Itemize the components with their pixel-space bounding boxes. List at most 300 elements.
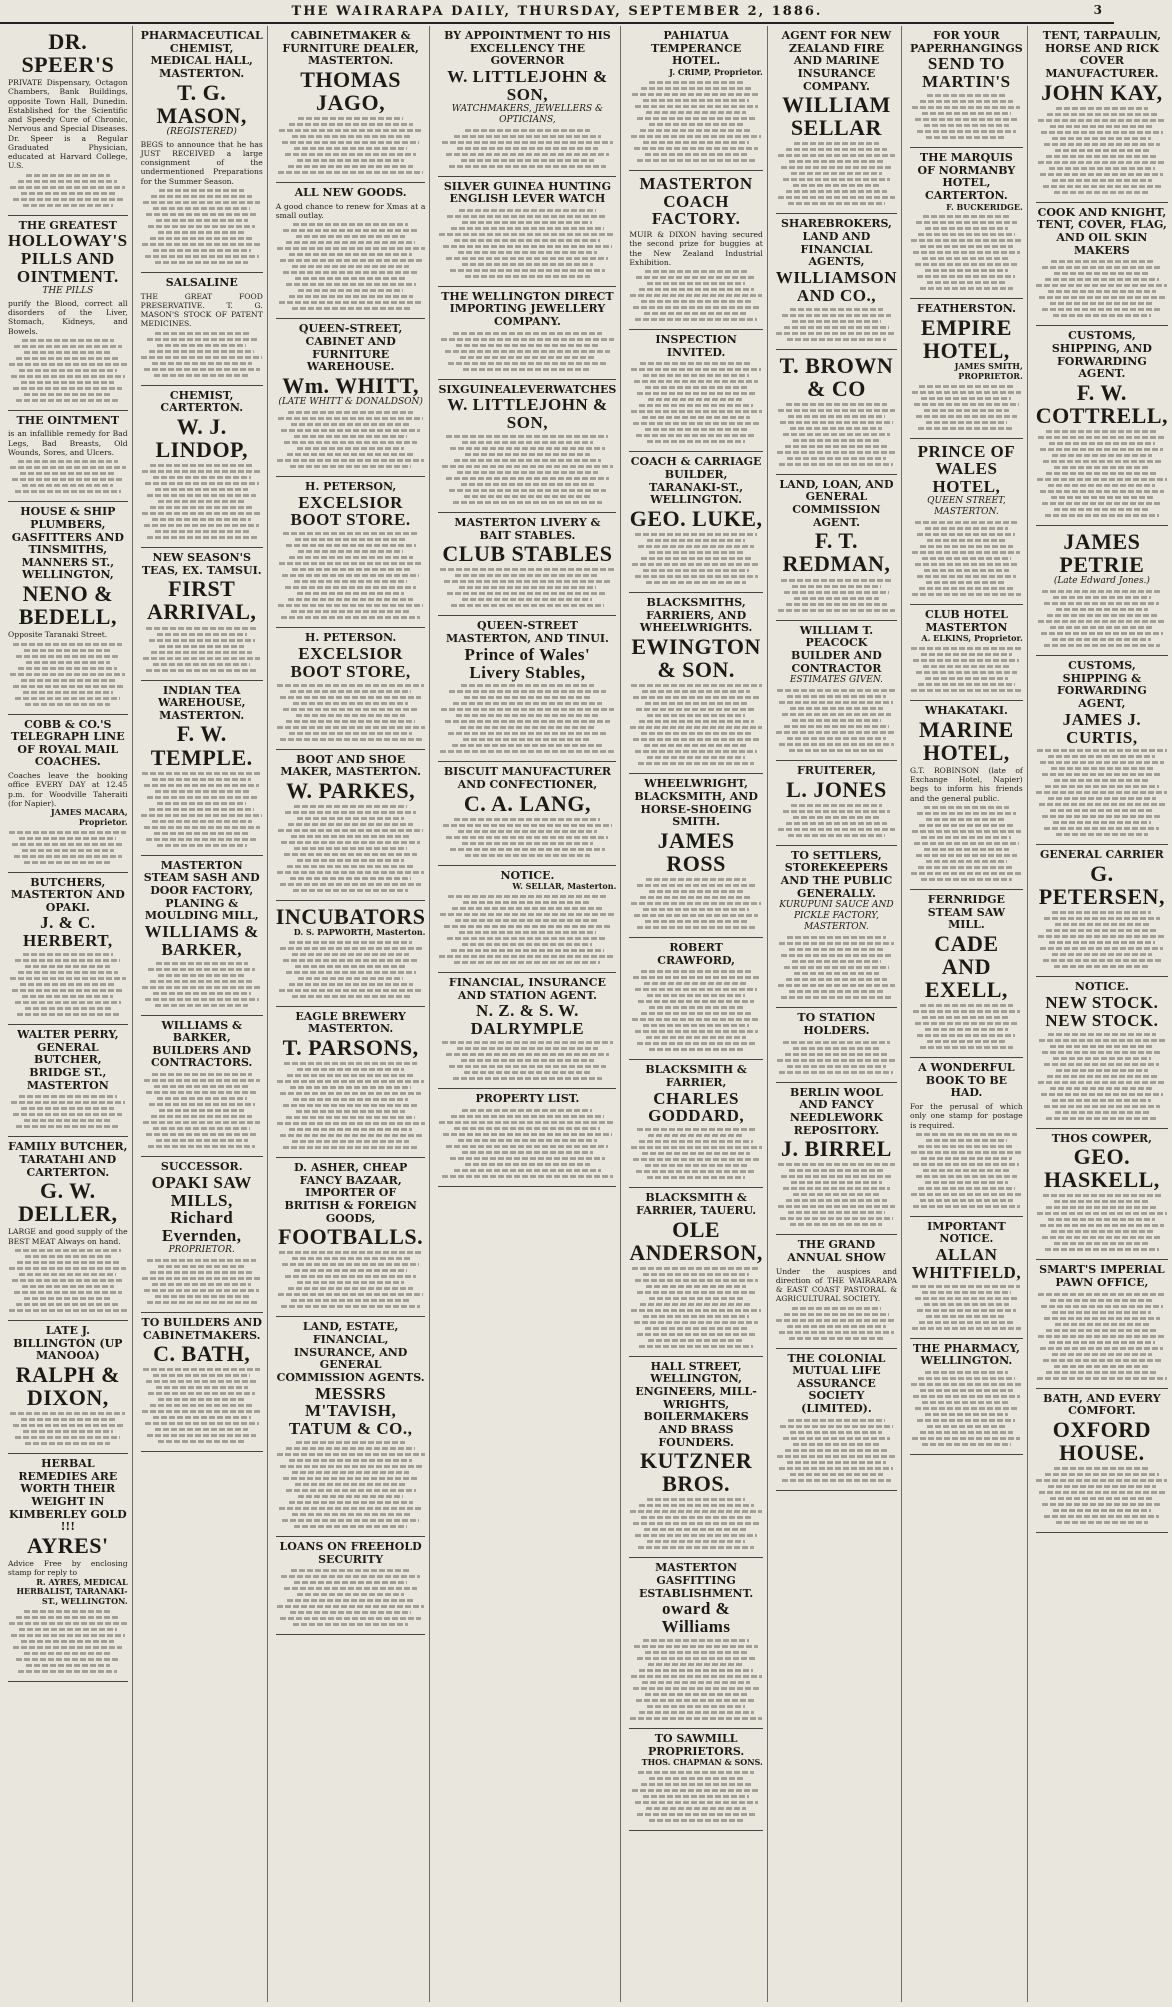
advertisement [276,1007,426,1158]
ad-h1: AYRES' [26,1532,109,1558]
ad-h2: GENERAL CARRIER [1040,848,1164,862]
ad-h2: WHAKATAKI. [924,704,1008,718]
ad-h1: MESSRS M'TAVISH, TATUM & CO., [288,1383,413,1439]
ad-h2: NEW SEASON'S TEAS, EX. TAMSUI. [141,551,262,577]
advertisement [629,26,762,171]
ad-h1: F. T. REDMAN, [782,528,891,577]
body-text [276,941,426,998]
ad-body: THE GREAT FOOD PRESERVATIVE. T. G. MASON'S STOCK OF PATENT MEDICINES. [140,291,263,329]
advertisement [1036,1129,1168,1261]
ad-h2: BATH, AND EVERY COMFORT. [1043,1391,1161,1418]
ad-h2: INDIAN TEA WAREHOUSE, MASTERTON. [157,683,246,722]
body-text [8,643,128,706]
ad-h3: QUEEN STREET, MASTERTON. [927,496,1006,518]
ad-h2: ALL NEW GOODS. [294,186,407,200]
ad-h2: THE GREATEST [18,218,117,232]
ad-h2: WHEELWRIGHT, BLACKSMITH, AND HORSE-SHOEING SMITH. [634,777,758,829]
body-text [141,189,263,264]
ad-h1: MASTERTON COACH FACTORY. [639,173,753,229]
ad-h2: LAND, LOAN, AND GENERAL COMMISSION AGENT. [779,477,894,529]
advertisement [8,411,128,502]
advertisement [629,330,762,452]
advertisement [438,973,616,1089]
body-text [276,532,426,619]
body-text [8,174,128,207]
body-text [776,936,897,999]
ad-body: Coaches leave the booking office EVERY DAY at 12.45 p.m. for Woodville Taheraiti (for Napier). [8,771,128,808]
body-text [141,464,263,539]
body-text [438,1109,616,1178]
ad-h2: FAMILY BUTCHER, TARATAHI AND CARTERTON. [8,1140,128,1179]
ad-body: PRIVATE Dispensary, Octagon Chambers, Bank Buildings, opposite Town Hall, Dunedin. Established for the Scientific and Speedy Cure of Chronic, Nervous and Special Diseases. Dr. Speer is a Regular Graduated Physician, educated at Harvard College, U.S. [8,78,128,171]
body-text [438,129,616,168]
ad-h1: OLE ANDERSON, [629,1216,763,1265]
ad-h2: CLUB HOTEL MASTERTON [924,608,1008,634]
advertisement [8,26,128,216]
ad-h2: HOUSE & SHIP PLUMBERS, GASFITTERS AND TINSMITHS, MANNERS ST., WELLINGTON, [11,505,124,582]
ad-h1: NEW STOCK. NEW STOCK. [1045,992,1159,1030]
ad-h1: F. W. TEMPLE. [150,721,253,770]
ad-h2: QUEEN-STREET, CABINET AND FURNITURE WAREHOUSE. [298,322,403,374]
ad-h1: CADE AND EXELL, [924,930,1008,1003]
body-text [8,1095,128,1128]
advertisement [629,1060,762,1188]
ad-h1: DR. SPEER'S [21,29,115,78]
column-2 [137,26,268,2002]
ad-h2: TENT, TARPAULIN, HORSE AND RICK COVER MANUFACTURER. [1042,29,1161,80]
ad-h2: THE GRAND ANNUAL SHOW [787,1238,886,1264]
body-text [8,460,128,493]
ad-h2: FERNRIDGE STEAM SAW MILL. [927,892,1006,932]
body-text [1036,107,1168,194]
ad-h1: oward & Williams [661,1599,731,1637]
advertisement [910,605,1023,701]
body-text [629,270,762,321]
advertisement [276,1537,426,1635]
advertisement [438,866,616,973]
advertisement [276,1158,426,1317]
ad-h2: FINANCIAL, INSURANCE AND STATION AGENT. [448,976,606,1002]
advertisement [276,628,426,749]
advertisement [8,502,128,714]
advertisement [276,750,426,901]
body-text [910,1133,1023,1208]
advertisement [8,1321,128,1454]
advertisement [8,1137,128,1321]
ad-h2: BLACKSMITH & FARRIER, TAUERU. [636,1191,757,1217]
body-text [438,435,616,504]
body-text [910,94,1023,139]
ad-h1: FOOTBALLS. [278,1224,424,1250]
advertisement [629,171,762,331]
ad-h2: FOR YOUR PAPERHANGINGS [910,29,1023,55]
body-text [276,1062,426,1149]
advertisement [910,439,1023,605]
page-number: 3 [1093,3,1104,17]
body-text [141,962,263,1007]
ad-h1: T. BROWN & CO [779,352,894,401]
body-text [629,684,762,765]
ad-h2: WALTER PERRY, GENERAL BUTCHER, BRIDGE ST., MASTERTON [17,1028,119,1092]
body-text [776,1419,897,1482]
advertisement [910,299,1023,438]
ad-h2: THE OINTMENT [16,413,120,427]
ad-h2: LAND, ESTATE, FINANCIAL, INSURANCE, AND GENERAL COMMISSION AGENTS. [276,1320,425,1384]
ad-h2: FRUITERER, [797,764,876,778]
body-text [1036,590,1168,647]
body-text [276,684,426,741]
body-text [438,209,616,278]
ad-h1: T. G. MASON, [156,79,247,128]
body-text [8,1412,128,1445]
body-text [1036,1293,1168,1380]
advertisement [1036,656,1168,845]
body-text [276,411,426,468]
ad-sig: JAMES MACARA, Proprietor. [50,807,128,827]
ad-h2: SALSALINE [165,275,238,289]
ad-body: is an infallible remedy for Bad Legs, Bad Breasts, Old Wounds, Sores, and Ulcers. [8,429,128,457]
advertisement [776,26,897,214]
body-text [776,142,897,205]
ad-sig: A. ELKINS, Proprietor. [921,633,1023,644]
ad-h2: CUSTOMS, SHIPPING, AND FORWARDING AGENT. [1051,329,1152,381]
ad-h3: WATCHMAKERS, JEWELLERS & OPTICIANS, [451,103,604,125]
body-text [8,831,128,864]
advertisement [910,1217,1023,1339]
ad-body: BEGS to announce that he has JUST RECEIVED a large consignment of the undermentioned Preparations for the Summer Season. [140,139,263,186]
advertisement [629,1558,762,1729]
ad-h1: G. W. DELLER, [18,1178,118,1227]
body-text [1036,749,1168,836]
ad-h2: MASTERTON STEAM SASH AND DOOR FACTORY, PLANING & MOULDING MILL, [143,858,260,923]
ad-h1: EWINGTON & SON. [631,634,761,683]
advertisement [8,1025,128,1137]
ad-h1: W. LITTLEJOHN & SON, [447,66,608,104]
body-text [8,953,128,1016]
ad-h2: MASTERTON GASFITTING ESTABLISHMENT. [639,1561,754,1600]
body-text [776,308,897,341]
column-5 [625,26,767,2002]
ad-h1: Prince of Wales' Livery Stables, [464,644,591,682]
ad-sig: JAMES SMITH, PROPRIETOR. [954,361,1023,381]
ad-h1: C. A. LANG, [463,790,591,816]
ad-sig: R. AYRES, MEDICAL HERBALIST, TARANAKI-ST., WELLINGTON. [16,1576,128,1607]
ad-h2: TO STATION HOLDERS. [797,1011,876,1037]
advertisement [141,273,263,386]
body-text [438,568,616,607]
advertisement [1036,1260,1168,1388]
body-text [1036,1467,1168,1524]
advertisement [776,475,897,621]
body-text [1036,260,1168,317]
advertisement [1036,977,1168,1128]
ad-h1: OXFORD HOUSE. [1052,1416,1152,1466]
ad-h1: JOHN KAY, [1041,79,1163,105]
ad-h1: PRINCE OF WALES HOTEL, [917,441,1016,497]
body-text [910,647,1023,692]
advertisement [910,701,1023,890]
body-text [1036,911,1168,968]
advertisement [629,774,762,938]
ad-h1: WILLIAMSON AND CO., [775,267,898,305]
advertisement [910,26,1023,148]
ad-h2: WILLIAMS & BARKER, BUILDERS AND CONTRACTORS. [151,1018,253,1070]
ad-h2: CABINETMAKER & FURNITURE DEALER, MASTERTON. [282,29,419,68]
column-3 [272,26,431,2002]
ad-h2: PROPERTY LIST. [475,1092,580,1106]
advertisement [141,681,263,856]
body-text [629,1498,762,1549]
body-text [910,521,1023,596]
body-text [776,689,897,752]
body-text [910,215,1023,290]
ad-h2: THE COLONIAL MUTUAL LIFE ASSURANCE SOCIETY (LIMITED). [787,1351,886,1416]
advertisement [629,938,762,1060]
ad-h1: OPAKI SAW MILLS, Richard Evernden, [151,1172,252,1246]
ad-h2: NOTICE. [500,868,555,882]
advertisement [438,26,616,177]
ad-h3: ESTIMATES GIVEN. [789,675,883,686]
body-text [276,805,426,892]
ad-h2: BLACKSMITHS, FARRIERS, AND WHEELWRIGHTS. [639,596,753,635]
ad-h2: A WONDERFUL BOOK TO BE HAD. [918,1061,1015,1100]
body-text [141,1073,263,1148]
advertisement [141,1157,263,1313]
ad-h2: BUTCHERS, MASTERTON AND OPAKI. [10,875,125,914]
ad-h2: CHEMIST, CARTERTON. [160,388,244,415]
body-text [1036,1194,1168,1251]
body-text [276,117,426,174]
column-1 [4,26,133,2002]
advertisement [776,1235,897,1348]
body-text [141,1368,263,1443]
ad-h1: GEO. LUKE, [629,506,763,532]
ad-h3: (Late Edward Jones.) [1053,576,1150,587]
advertisement [438,762,616,865]
ad-h2: INSPECTION INVITED. [655,333,737,359]
ad-h2: SILVER GUINEA HUNTING ENGLISH LEVER WATCH [443,179,611,206]
ad-body: purify the Blood, correct all disorders of the Liver, Stomach, Kidneys, and Bowels. [8,298,128,336]
body-text [1036,1033,1168,1120]
advertisement [629,1357,762,1559]
ad-h1: Wm. WHITT, [282,372,420,398]
ad-h2: LOANS ON FREEHOLD SECURITY [279,1540,422,1566]
ad-h2: TO SETTLERS, STOREKEEPERS AND THE PUBLIC GENERALLY. [780,848,893,900]
advertisement [141,26,263,273]
ad-h1: W. PARKES, [286,777,416,803]
ad-h2: SUCCESSOR. [160,1160,243,1174]
ad-h2: PAHIATUA TEMPERANCE HOTEL. [650,29,742,68]
ad-h2: THE PHARMACY, WELLINGTON. [912,1341,1020,1368]
ad-h2: BISCUIT MANUFACTURER AND CONFECTIONER, [443,765,611,792]
advertisement [629,593,762,774]
advertisement [8,1454,128,1682]
ad-h3: (LATE WHITT & DONALDSON) [278,396,423,407]
ad-body: Opposite Taranaki Street. [8,630,108,640]
ad-h1: RALPH & DIXON, [15,1361,120,1410]
ad-body: MUIR & DIXON having secured the second prize for buggies at the New Zealand Industrial Exhibition. [629,230,763,267]
ad-h2: COOK AND KNIGHT, TENT, COVER, FLAG, AND OIL SKIN MAKERS [1036,205,1167,257]
advertisement [776,350,897,475]
column-4 [434,26,621,2002]
ad-h1: JAMES PETRIE [1059,528,1145,578]
advertisement [776,846,897,1008]
ad-h1: ALLAN WHITFIELD, [911,1245,1022,1282]
advertisement [276,183,426,319]
body-text [141,772,263,847]
ad-h2: BLACKSMITH & FARRIER, [645,1063,747,1089]
ad-h3: KURUPUNI SAUCE AND PICKLE FACTORY, MASTERTON. [779,900,894,933]
body-text [776,1041,897,1074]
body-text [1036,430,1168,517]
ad-h1: EMPIRE HOTEL, [920,314,1012,364]
ad-h2: SHAREBROKERS, LAND AND FINANCIAL AGENTS, [780,217,892,269]
ad-h2: PHARMACEUTICAL CHEMIST, MEDICAL HALL, MASTERTON. [140,29,263,80]
body-text [629,1128,762,1179]
ad-h2: QUEEN-STREET MASTERTON, AND TINUI. [445,619,609,646]
body-text [776,804,897,837]
ad-h2: H. PETERSON. [305,631,397,645]
ad-h2: FEATHERSTON. [916,302,1016,316]
ad-h1: G. PETERSEN, [1038,861,1165,910]
advertisement [776,214,897,349]
advertisement [776,1008,897,1082]
advertisement [276,319,426,477]
body-text [276,1569,426,1626]
advertisement [1036,845,1168,977]
body-text [141,332,263,377]
ad-h2: BY APPOINTMENT TO HIS EXCELLENCY THE GOVERNOR [444,29,611,68]
newspaper-columns [4,26,1169,2002]
ad-h3: PROPRIETOR. [168,1245,235,1256]
ad-sig: THOS. CHAPMAN & SONS. [641,1757,763,1768]
ad-h2: AGENT FOR NEW ZEALAND FIRE AND MARINE INSURANCE COMPANY. [781,29,892,93]
ad-h2: TO BUILDERS AND CABINETMAKERS. [141,1316,262,1342]
ad-h2: ROBERT CRAWFORD, [657,941,735,967]
body-text [276,223,426,310]
ad-h1: T. PARSONS, [282,1035,419,1061]
ad-sig: J. CRIMP, Proprietor. [669,66,763,77]
ad-h1: WILLIAMS & BARKER, [144,921,259,959]
ad-h1: NENO & BEDELL, [18,581,117,630]
ad-body: Under the auspices and direction of THE WAIRARAPA & EAST COAST PASTORAL & AGRICULTURAL SOCIETY. [775,1266,898,1304]
ad-h2: THE MARQUIS OF NORMANBY HOTEL, CARTERTON. [917,150,1016,202]
advertisement [776,621,897,762]
ad-h1: N. Z. & S. W. DALRYMPLE [470,1001,585,1039]
ad-h2: COACH & CARRIAGE BUILDER, TARANAKI-ST., WELLINGTON. [630,455,762,507]
body-text [776,1163,897,1226]
body-text [910,1285,1023,1330]
ad-h2: LATE J. BILLINGTON (UP MANOOA) [13,1323,123,1363]
advertisement [1036,1389,1168,1533]
ad-h2: D. ASHER, CHEAP FANCY BAZAAR, IMPORTER OF BRITISH & FOREIGN GOODS, [284,1161,417,1225]
advertisement [438,616,616,762]
ad-h1: WILLIAM SELLAR [782,92,891,141]
advertisement [1036,326,1168,526]
ad-h2: NOTICE. [1074,980,1129,994]
body-text [629,362,762,443]
advertisement [141,1016,263,1158]
body-text [8,1249,128,1312]
ad-h2: CUSTOMS, SHIPPING & FORWARDING AGENT, [1056,659,1147,711]
advertisement [438,177,616,287]
ad-h1: FIRST ARRIVAL, [147,576,257,625]
advertisement [629,1729,762,1831]
ad-h1: W. LITTLEJOHN & SON, [447,395,608,433]
ad-h2: TO SAWMILL PROPRIETORS. [647,1732,745,1758]
ad-sig: D. S. PAPWORTH, Masterton. [293,927,426,937]
ad-h1: W. J. LINDOP, [155,413,248,462]
advertisement [438,1089,616,1187]
ad-h2: EAGLE BREWERY MASTERTON. [295,1009,406,1036]
body-text [629,533,762,584]
body-text [910,1371,1023,1446]
body-text [629,1771,762,1822]
ad-body: Advice Free by enclosing stamp for reply to [8,1559,128,1578]
ad-h1: GEO. HASKELL, [1043,1144,1160,1193]
body-text [629,878,762,929]
body-text [438,818,616,857]
ad-h1: C. BATH, [153,1341,251,1367]
body-text [438,895,616,964]
body-text [910,806,1023,881]
ad-h1: F. W. COTTRELL, [1035,379,1169,428]
body-text [629,81,762,162]
ad-h1: JAMES J. CURTIS, [1062,709,1142,747]
ad-h2: COBB & CO.'S TELEGRAPH LINE OF ROYAL MAIL COACHES. [11,717,125,769]
advertisement [438,287,616,380]
ad-h2: SIXGUINEALEVERWATCHES [438,382,617,396]
advertisement [910,890,1023,1058]
body-text [141,1259,263,1304]
body-text [276,1251,426,1308]
advertisement [276,477,426,628]
ad-body: LARGE and good supply of the BEST MEAT Always on hand. [8,1227,128,1246]
advertisement [276,1317,426,1537]
ad-h2: BOOT AND SHOE MAKER, MASTERTON. [280,752,421,779]
ad-h2: BERLIN WOOL AND FANCY NEEDLEWORK REPOSITORY. [789,1085,883,1137]
ad-h1: CLUB STABLES [442,541,613,567]
ad-h1: MARINE HOTEL, [919,716,1014,765]
body-text [776,403,897,466]
ad-sig: F. BUCKERIDGE. [946,201,1023,212]
advertisement [141,548,263,680]
ad-body: For the perusal of which only one stamp for postage is required. [910,1102,1023,1130]
ad-h1: J. & C. HERBERT, [23,913,113,951]
advertisement [910,1339,1023,1455]
body-text [141,627,263,672]
body-text [910,385,1023,430]
advertisement [8,216,128,411]
advertisement [1036,203,1168,327]
body-text [438,1041,616,1080]
ad-body: A good chance to renew for Xmas at a small outlay. [275,201,426,220]
body-text [910,1004,1023,1049]
advertisement [8,715,128,873]
ad-h1: KUTZNER BROS. [639,1448,753,1497]
ad-h1: SEND TO MARTIN'S [922,54,1011,92]
body-text [629,1639,762,1720]
ad-h1: JAMES ROSS [657,827,735,876]
advertisement [141,1313,263,1452]
ad-h1: INCUBATORS [275,903,426,929]
column-8 [1032,26,1172,2002]
advertisement [276,26,426,183]
masthead [0,0,1114,24]
ad-h2: SMART'S IMPERIAL PAWN OFFICE, [1039,1263,1165,1289]
body-text [629,1267,762,1348]
body-text [438,684,616,753]
